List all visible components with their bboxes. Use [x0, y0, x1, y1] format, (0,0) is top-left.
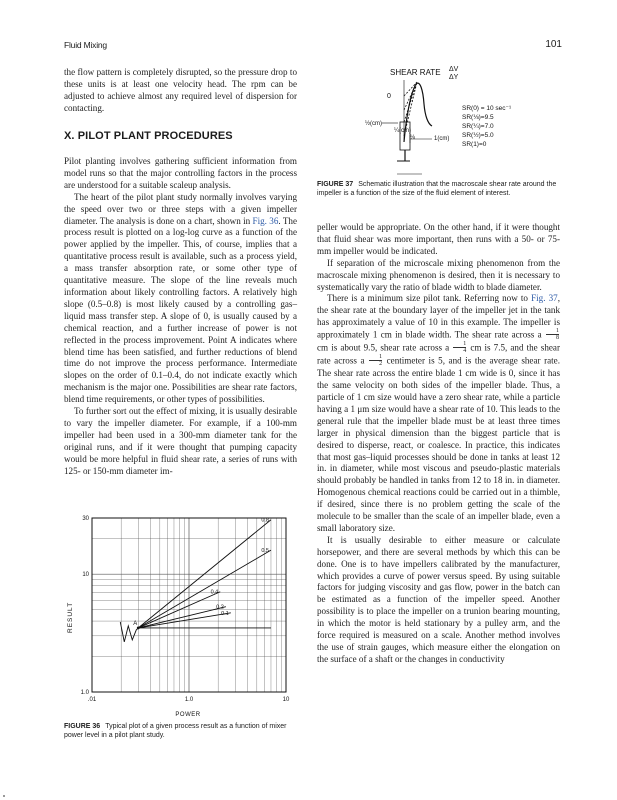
left-column-top — [64, 67, 297, 115]
caption-text: Typical plot of a given process result as a function of mixer power level in a pilot plant study. — [64, 723, 287, 739]
delta-y: ΔY — [449, 74, 459, 81]
shear-rate-title: SHEAR RATE — [390, 68, 441, 77]
caption-label: FIGURE 37 — [317, 181, 354, 188]
shear-line — [404, 82, 417, 122]
shear-line — [404, 82, 417, 96]
paragraph: It is usually desirable to either measure or calculate horsepower, and there are several methods by which this can be done. One is to have impellers calibrated by the manufacturer, which provides a curve of power versus speed. By using suitable factors for judging viscosity and gas flow, power in the batch can be estimated as a function of the impeller speed. Another possibility is to place the impeller on a trunion bearing mounting, in which the motor is held stationary by a pulley arm, and the force required is measured on a scale. Another method involves the use of strain gauges, which measure either the elongation on the surface of a shaft or the changes in conductivity — [317, 534, 560, 664]
x-tick-label: 1.0 — [184, 697, 194, 703]
paragraph: Pilot planting involves gathering sufficient information from model runs so that the major controlling factors in the process are understood for a suitable scaleup analysis. — [64, 156, 297, 190]
label-one-cm: 1(cm) — [434, 136, 450, 142]
legend-item: SR(⅛)=9.5 — [462, 114, 494, 121]
chart-series — [120, 518, 271, 642]
page-number: 101 — [545, 39, 562, 50]
shear-rate-legend — [462, 105, 512, 148]
figure-37-caption — [317, 180, 560, 198]
delta-v: ΔV — [449, 66, 459, 73]
label-half-cm: ½(cm) — [365, 121, 382, 127]
figure-36 — [64, 508, 304, 720]
legend-item: SR(½)=5.0 — [462, 132, 494, 139]
paragraph: There is a minimum size pilot tank. Referring now to Fig. 37, the shear rate at the boundary layer of the impeller jet in the tank has approximately a value of 10 in this example. The impeller is approximately 1 cm in blade width. The shear rate across a $\frac{1}{8}$ cm is about 9.5, shear rate across a $\frac{1}{4}$ cm is 7.5, and the shear rate across a $\frac{1}{2}$ centimeter is 5, and is the average shear rate. The shear rate across the entire blade 1 cm wide is 0, since it has the same velocity on both sides of the impeller blade. Thus, a particle of 1 cm size would have a zero shear rate, while a particle having a 1 μm size would have a shear rate of 10. This leads to the general rule that the impeller blade must be at least three times larger in physical dimension than the biggest particle that is desired to disperse, react, or coalesce. In practice, this indicates that most gas–liquid processes should be done in tanks at least 12 in. in diameter, while most viscous and pseudo-plastic materials should probably be handled in tanks from 12 to 18 in. in diameter. Homogenous chemical reactions could be carried out in a thimble, if desired, since there is no problem getting the scale of the molecule to be smaller than the scale of an impeller blade, even a small laboratory size. — [317, 293, 560, 533]
series-label: 0.5 — [261, 548, 269, 555]
page-header — [64, 40, 562, 54]
scan-mark — [3, 795, 5, 797]
point-a-marker — [137, 627, 140, 630]
fraction-quarter: $\frac{1}{4}$ — [453, 341, 466, 354]
x-tick-label: .01 — [87, 697, 97, 703]
label-quarter-cm: ¼(cm) — [394, 128, 411, 134]
right-column-body — [317, 222, 560, 666]
fraction-eighth: $\frac{1}{8}$ — [546, 328, 559, 341]
series-label: 0.2 — [216, 604, 224, 611]
fig37-link[interactable]: Fig. 37 — [531, 293, 558, 304]
figure-36-caption — [64, 722, 304, 740]
y-tick-label: 30 — [82, 516, 89, 522]
left-column-body — [64, 156, 297, 477]
label-eighth: ⅛ — [410, 135, 416, 141]
paragraph: To further sort out the effect of mixing, it is usually desirable to vary the impeller diameter. For example, if a 100-mm impeller had been used in a 300-mm diameter tank for the original runs, and if it were thought that pumping capacity would be more helpful in fluid shear rate, a series of runs with 125- or 150-mm diameter im- — [64, 406, 297, 476]
caption-text: Schematic illustration that the macroscale shear rate around the impeller is a function of the size of the fluid element of interest. — [317, 181, 557, 197]
caption-label: FIGURE 36 — [64, 723, 101, 730]
zero-label: 0 — [387, 93, 391, 100]
point-a-label: A — [133, 620, 138, 627]
fig36-link[interactable]: Fig. 36 — [252, 215, 279, 226]
shear-rate-schematic — [360, 60, 560, 178]
paragraph: If separation of the microscale mixing phenomenon from the macroscale mixing phenomenon is desired, then it is necessary to systematically vary the ratio of blade width to blade diameter. — [317, 257, 560, 292]
result-vs-power-chart — [64, 508, 304, 720]
chart-grid — [92, 518, 286, 692]
y-axis-label: RESULT — [67, 601, 74, 633]
series-label: 0.8 — [261, 517, 269, 524]
legend-item: SR(1)=0 — [462, 141, 487, 148]
series-line — [138, 550, 271, 628]
x-axis-label: POWER — [175, 712, 201, 718]
figure-37 — [360, 60, 560, 178]
running-title: Fluid Mixing — [64, 40, 107, 50]
series-label: 0.4 — [210, 589, 219, 596]
fraction-half: $\frac{1}{2}$ — [369, 354, 382, 367]
paragraph: The heart of the pilot plant study normally involves varying the speed over two or three steps with a given impeller diameter. The analysis is done on a chart, shown in Fig. 36. The process result is plotted on a log-log curve as a function of the power applied by the impeller. This, of course, implies that a quantitative process result is available, such as a process yield, a mass transfer absorption rate, or some other type of quantitative measure. The slope of the line reveals much information about likely controlling factors. A relatively high slope (0.5–0.8) is most likely caused by a controlling gas–liquid mass transfer step. A slope of 0, is usually caused by a chemical reaction, and a further increase of power is not reflected in the process improvement. Point A indicates where blend time has been satisfied, and further reductions of blend time do not improve the process performance. Intermediate slopes on the order of 0.1–0.4, do not indicate exactly which mechanism is the major one. Possibilities are shear rate factors, blend time requirements, or other types of possibilities. — [64, 191, 297, 405]
shear-line — [404, 82, 417, 110]
paragraph: the flow pattern is completely disrupted, so the pressure drop to these units is at least one velocity head. The rpm can be adjusted to achieve almost any required level of dispersion for contacting. — [64, 67, 297, 113]
y-tick-label: 1.0 — [80, 690, 89, 696]
series-label: 0.1 — [221, 610, 229, 617]
legend-item: SR(¼)=7.0 — [462, 123, 494, 130]
paragraph: peller would be appropriate. On the other hand, if it were thought that fluid shear was more important, then runs with a 50- or 75-mm impeller would be indicated. — [317, 222, 560, 256]
section-heading: X. PILOT PLANT PROCEDURES — [64, 130, 233, 142]
x-tick-label: 10 — [282, 697, 290, 703]
y-tick-label: 10 — [82, 572, 89, 579]
legend-item: SR(0) = 10 sec⁻¹ — [462, 105, 512, 112]
